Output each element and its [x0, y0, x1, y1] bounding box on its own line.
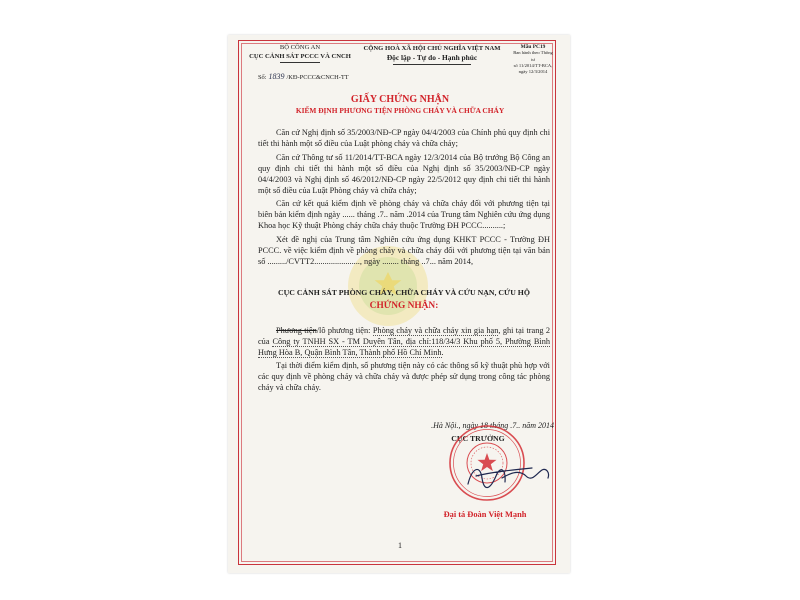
title-main: GIẤY CHỨNG NHẬN: [350, 94, 450, 105]
certificate-body: [258, 127, 550, 396]
certificate-title: [248, 94, 552, 116]
issuing-agency: [244, 44, 356, 63]
legal-basis-4: Xét đề nghị của Trung tâm Nghiên cứu ứng dụng KHKT PCCC - Trường ĐH PCCC. về việc kiểm định về phòng cháy và chữa cháy đối với phương tiện tại văn bản số ........./CVTT2......................, ngày ........ tháng ..7... năm 2014,: [258, 234, 550, 266]
agency-underline: [280, 62, 320, 63]
item-end: .: [441, 347, 444, 357]
national-heading: [352, 44, 512, 65]
item-mid: , ghi tại trang 2 của: [258, 325, 550, 346]
certified-item-paragraph: [258, 325, 550, 358]
form-issued-line-3: ngày 12/3/2014: [518, 69, 548, 75]
certifies-heading: CHỨNG NHẬN:: [369, 300, 439, 311]
struck-text: Phương tiện: [276, 325, 317, 335]
number-suffix: /KĐ-PCCC&CNCH-TT: [286, 74, 349, 81]
form-code: Mẫu PC19: [520, 44, 546, 50]
company-address: Công ty TNHH SX - TM Duyên Tân, địa chỉ:118/34/3 Khu phố 5, Phường Bình Hưng Hòa B, Quận Bình Tân, Thành phố Hồ Chí Minh: [258, 336, 551, 357]
form-reference: [512, 44, 554, 75]
signer-role: CỤC TRƯỞNG: [451, 434, 505, 443]
number-prefix: Số:: [258, 74, 267, 81]
legal-basis-3: Căn cứ kết quả kiểm định về phòng cháy và chữa cháy đối với phương tiện tại biên bản kiểm định ngày ...... tháng .7.. năm .2014 của Trung tâm Nghiên cứu ứng dụng Khoa học Kỹ thuật Phòng cháy chữa cháy thuộc Trường ĐH PCCC..........;: [258, 199, 550, 230]
form-issued-line-2: số 11/2014/TT-BCA,: [513, 62, 553, 68]
conclusion-paragraph: Tại thời điểm kiểm định, số phương tiện này có các thông số kỹ thuật phù hợp với các quy định về phòng cháy và chữa cháy và được phép sử dụng trong công tác phòng cháy và chữa cháy.: [258, 361, 550, 392]
signature-stroke: [468, 468, 549, 488]
item-description: Phòng cháy và chữa cháy xin gia hạn: [372, 325, 499, 335]
department-name: CỤC CẢNH SÁT PCCC VÀ CNCH: [249, 52, 351, 60]
legal-basis-2: Căn cứ Thông tư số 11/2014/TT-BCA ngày 12/3/2014 của Bộ trưởng Bộ Công an quy định chi tiết thi hành một số điều của Nghị định số 35/2003/NĐ-CP ngày 04/4/2003 và Nghị định số 46/2012/NĐ-CP ngày 22/5/2012 quy định chi tiết thi hành một số điều của Luật Phòng cháy và chữa cháy;: [258, 152, 550, 195]
motto-underline: [393, 64, 471, 65]
item-label: /lô phương tiện:: [316, 325, 373, 335]
title-sub: KIỂM ĐỊNH PHƯƠNG TIỆN PHÒNG CHÁY VÀ CHỮA CHÁY: [295, 106, 505, 115]
country-name: CỘNG HOÀ XÃ HỘI CHỦ NGHĨA VIỆT NAM: [363, 45, 501, 52]
handwritten-signature: [462, 458, 554, 494]
form-issued-line-1: Ban hành theo Thông tư: [513, 50, 553, 62]
place-and-date: .Hà Nội., ngày 18 tháng .7.. năm 2014: [431, 421, 554, 430]
legal-basis-1: Căn cứ Nghị định số 35/2003/NĐ-CP ngày 04/4/2003 của Chính phủ quy định chi tiết thi hành một số điều của Luật phòng cháy và chữa cháy;: [258, 128, 550, 148]
page-number: 1: [398, 541, 402, 550]
document-number: [258, 72, 368, 82]
authority-heading: CỤC CẢNH SÁT PHÒNG CHÁY, CHỮA CHÁY VÀ CỨU NẠN, CỨU HỘ: [278, 287, 530, 297]
national-motto: Độc lập - Tự do - Hạnh phúc: [386, 53, 478, 63]
number-handwritten: 1839: [268, 72, 285, 81]
ministry-name: BỘ CÔNG AN: [279, 44, 321, 51]
signer-name: Đại tá Đoàn Việt Mạnh: [443, 510, 527, 519]
